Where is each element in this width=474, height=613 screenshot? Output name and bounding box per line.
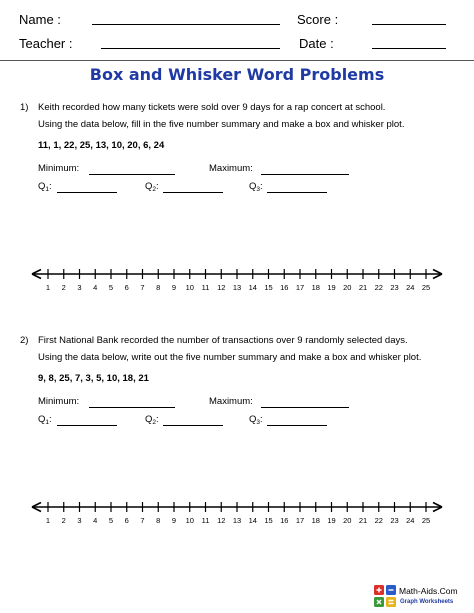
teacher-label: Teacher : — [19, 36, 73, 51]
number-line-1 — [30, 266, 444, 292]
tick-label: 12 — [217, 283, 226, 292]
q1-label: $Q_1$: — [38, 181, 52, 193]
tick-label: 16 — [280, 516, 289, 525]
maximum-label: Maximum: — [209, 163, 253, 174]
minimum-answer-line[interactable] — [89, 407, 175, 408]
brand-subtitle: Graph Worksheets — [400, 599, 454, 605]
tick-label: 9 — [171, 516, 177, 525]
tick-label: 2 — [61, 516, 66, 525]
tick-label: 21 — [358, 516, 368, 525]
tick-label: 8 — [156, 516, 161, 525]
date-field-line[interactable] — [372, 48, 446, 49]
tick-label: 23 — [390, 283, 399, 292]
tick-label: 8 — [156, 283, 161, 292]
number-line-2 — [30, 499, 444, 525]
brand-name: Math-Aids.Com — [399, 586, 458, 596]
q1-answer-line[interactable] — [57, 425, 117, 426]
q3-answer-line[interactable] — [267, 192, 327, 193]
name-field-line[interactable] — [92, 24, 280, 25]
problem-text-line2: Using the data below, write out the five number summary and make a box and whisker plot. — [38, 352, 422, 363]
q1-answer-line[interactable] — [57, 192, 117, 193]
tick-label: 24 — [406, 283, 415, 292]
tick-label: 12 — [217, 516, 226, 525]
data-set: 11, 1, 22, 25, 13, 10, 20, 6, 24 — [38, 140, 165, 151]
q2-answer-line[interactable] — [163, 425, 223, 426]
q2-answer-line[interactable] — [163, 192, 223, 193]
tick-label: 18 — [311, 283, 320, 292]
maximum-answer-line[interactable] — [261, 407, 349, 408]
maximum-label: Maximum: — [209, 396, 253, 407]
tick-label: 22 — [374, 283, 383, 292]
tick-label: 13 — [232, 283, 242, 292]
q3-label: $Q_3$: — [249, 181, 263, 193]
math-aids-logo[interactable] — [374, 583, 470, 609]
tick-label: 19 — [327, 283, 336, 292]
tick-label: 5 — [108, 516, 114, 525]
tick-label: 25 — [421, 516, 431, 525]
tick-label: 11 — [201, 516, 210, 525]
tick-label: 3 — [77, 283, 82, 292]
tick-label: 1 — [45, 516, 51, 525]
tick-label: 6 — [124, 283, 129, 292]
tick-label: 17 — [295, 516, 305, 525]
q2-label: $Q_2$: — [145, 181, 159, 193]
header-divider — [0, 60, 474, 61]
tick-label: 4 — [93, 283, 98, 292]
tick-label: 5 — [108, 283, 114, 292]
tick-label: 14 — [248, 283, 257, 292]
problem-text-line2: Using the data below, fill in the five number summary and make a box and whisker plot. — [38, 119, 405, 130]
tick-label: 15 — [264, 283, 273, 292]
tick-label: 20 — [343, 516, 352, 525]
tick-label: 24 — [406, 516, 415, 525]
minimum-label: Minimum: — [38, 163, 80, 174]
name-label: Name : — [19, 12, 61, 27]
problem-number: 1) — [20, 102, 29, 113]
tick-label: 7 — [140, 516, 145, 525]
score-label: Score : — [297, 12, 339, 27]
problem-text-line1: Keith recorded how many tickets were sold over 9 days for a rap concert at school. — [38, 102, 386, 113]
tick-label: 17 — [295, 283, 305, 292]
tick-label: 2 — [61, 283, 66, 292]
minimum-label: Minimum: — [38, 396, 80, 407]
tick-label: 22 — [374, 516, 383, 525]
tick-label: 15 — [264, 516, 273, 525]
tick-label: 11 — [201, 283, 210, 292]
tick-label: 18 — [311, 516, 320, 525]
date-label: Date : — [299, 36, 334, 51]
maximum-answer-line[interactable] — [261, 174, 349, 175]
problem-number: 2) — [20, 335, 29, 346]
tick-label: 25 — [421, 283, 431, 292]
tick-label: 7 — [140, 283, 145, 292]
q3-answer-line[interactable] — [267, 425, 327, 426]
calculator-logo-icon — [374, 585, 396, 607]
page-title: Box and Whisker Word Problems — [89, 65, 385, 84]
q1-label: $Q_1$: — [38, 414, 52, 426]
tick-label: 10 — [185, 516, 194, 525]
tick-label: 9 — [171, 283, 177, 292]
q2-label: $Q_2$: — [145, 414, 159, 426]
tick-label: 23 — [390, 516, 399, 525]
tick-label: 13 — [232, 516, 242, 525]
tick-label: 10 — [185, 283, 194, 292]
problem-text-line1: First National Bank recorded the number of transactions over 9 randomly selected days. — [38, 335, 408, 346]
q3-label: $Q_3$: — [249, 414, 263, 426]
minimum-answer-line[interactable] — [89, 174, 175, 175]
teacher-field-line[interactable] — [101, 48, 280, 49]
tick-label: 20 — [343, 283, 352, 292]
tick-label: 14 — [248, 516, 257, 525]
data-set: 9, 8, 25, 7, 3, 5, 10, 18, 21 — [38, 373, 149, 384]
tick-label: 16 — [280, 283, 289, 292]
tick-label: 1 — [45, 283, 51, 292]
tick-label: 21 — [358, 283, 368, 292]
score-field-line[interactable] — [372, 24, 446, 25]
tick-label: 3 — [77, 516, 82, 525]
tick-label: 6 — [124, 516, 129, 525]
tick-label: 4 — [93, 516, 98, 525]
tick-label: 19 — [327, 516, 336, 525]
